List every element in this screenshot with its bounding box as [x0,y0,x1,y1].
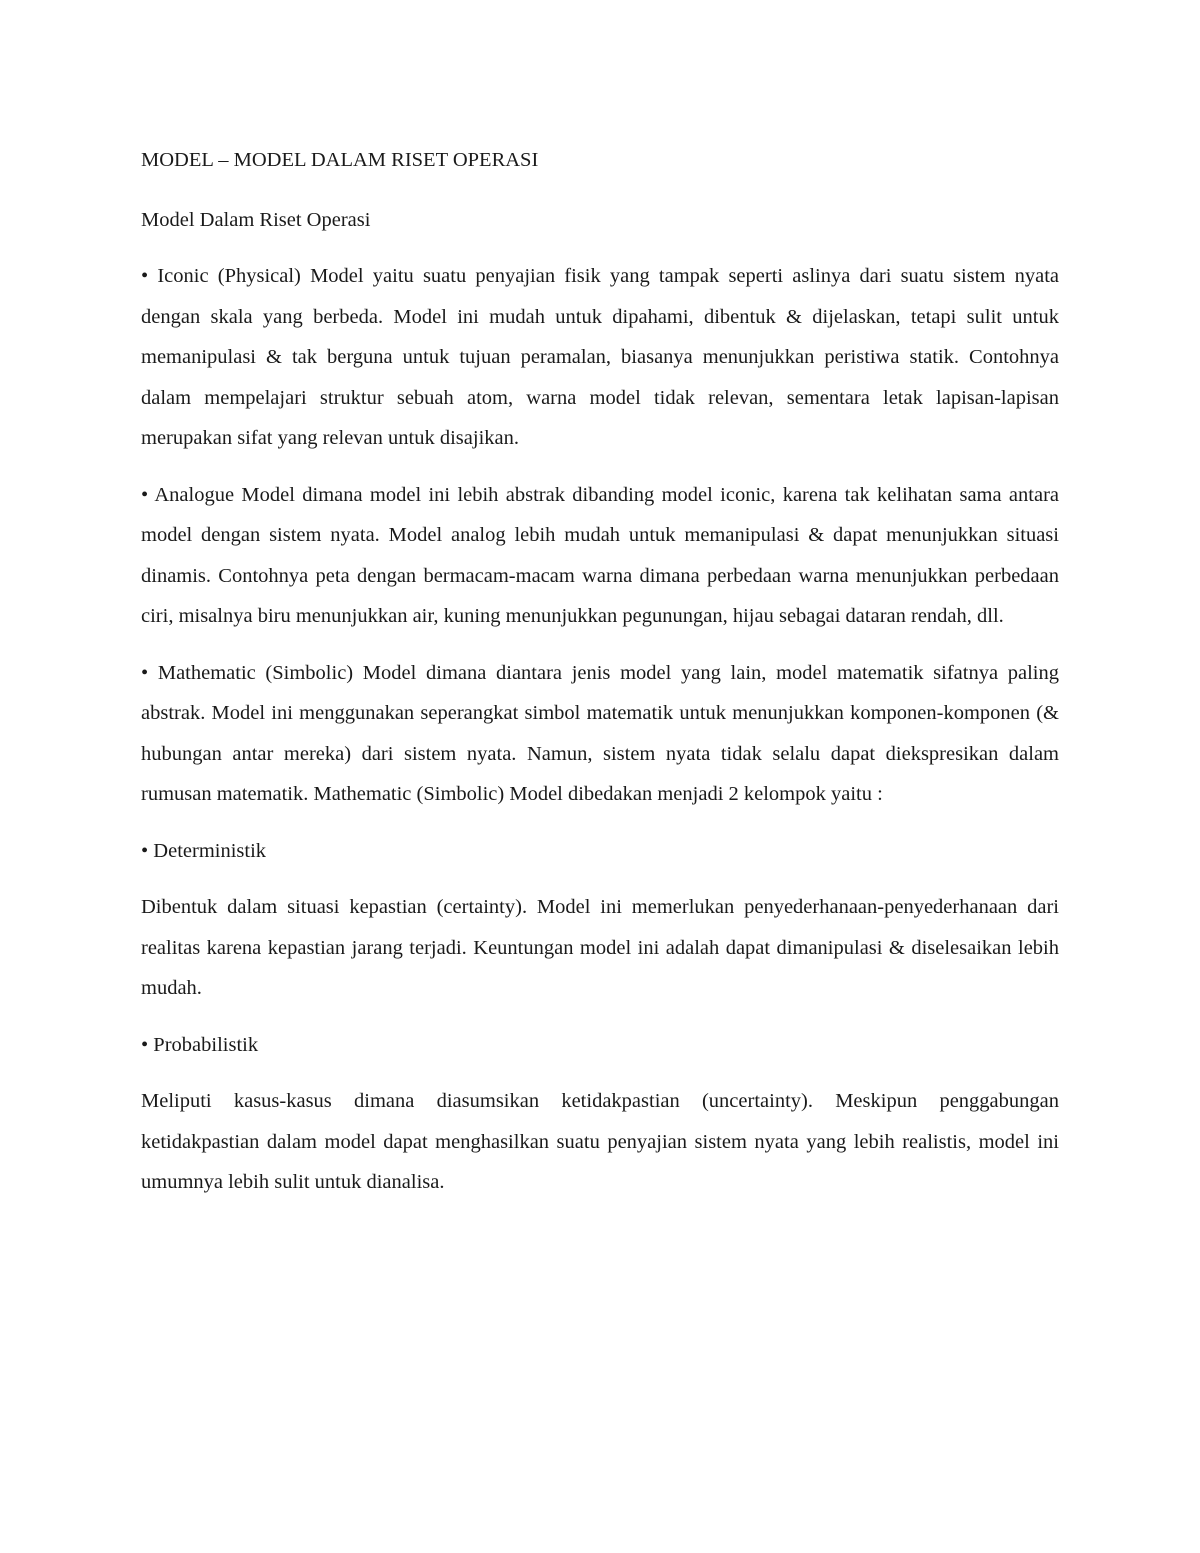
paragraph-analogue-model: • Analogue Model dimana model ini lebih abstrak dibanding model iconic, karena tak kelihatan sama antara model dengan sistem nyata. Model analog lebih mudah untuk memanipulasi & dapat menunjukkan situasi dinamis. Contohnya peta dengan bermacam-macam warna dimana perbedaan warna menunjukkan perbedaan ciri, misalnya biru menunjukkan air, kuning menunjukkan pegunungan, hijau sebagai dataran rendah, dll. [141,483,1059,627]
document-page [141,140,1059,1219]
paragraph-iconic-model: • Iconic (Physical) Model yaitu suatu penyajian fisik yang tampak seperti aslinya dari suatu sistem nyata dengan skala yang berbeda. Model ini mudah untuk dipahami, dibentuk & dijelaskan, tetapi sulit untuk memanipulasi & tak berguna untuk tujuan peramalan, biasanya menunjukkan peristiwa statik. Contohnya dalam mempelajari struktur sebuah atom, warna model tidak relevan, sementara letak lapisan-lapisan merupakan sifat yang relevan untuk disajikan. [141,265,1059,449]
heading-probabilistik: • Probabilistik [141,1033,259,1056]
paragraph-deterministik: Dibentuk dalam situasi kepastian (certainty). Model ini memerlukan penyederhanaan-penyederhanaan dari realitas karena kepastian jarang terjadi. Keuntungan model ini adalah dapat dimanipulasi & diselesaikan lebih mudah. [141,896,1059,999]
document-title: MODEL – MODEL DALAM RISET OPERASI [141,149,539,171]
document-subtitle: Model Dalam Riset Operasi [141,209,371,231]
paragraph-probabilistik: Meliputi kasus-kasus dimana diasumsikan ketidakpastian (uncertainty). Meskipun penggabungan ketidakpastian dalam model dapat menghasilkan suatu penyajian sistem nyata yang lebih realistis, model ini umumnya lebih sulit untuk dianalisa. [141,1090,1059,1193]
heading-deterministik: • Deterministik [141,839,267,862]
paragraph-mathematic-model: • Mathematic (Simbolic) Model dimana diantara jenis model yang lain, model matematik sifatnya paling abstrak. Model ini menggunakan seperangkat simbol matematik untuk menunjukkan komponen-komponen (& hubungan antar mereka) dari sistem nyata. Namun, sistem nyata tidak selalu dapat diekspresikan dalam rumusan matematik. Mathematic (Simbolic) Model dibedakan menjadi 2 kelompok yaitu : [141,661,1059,805]
